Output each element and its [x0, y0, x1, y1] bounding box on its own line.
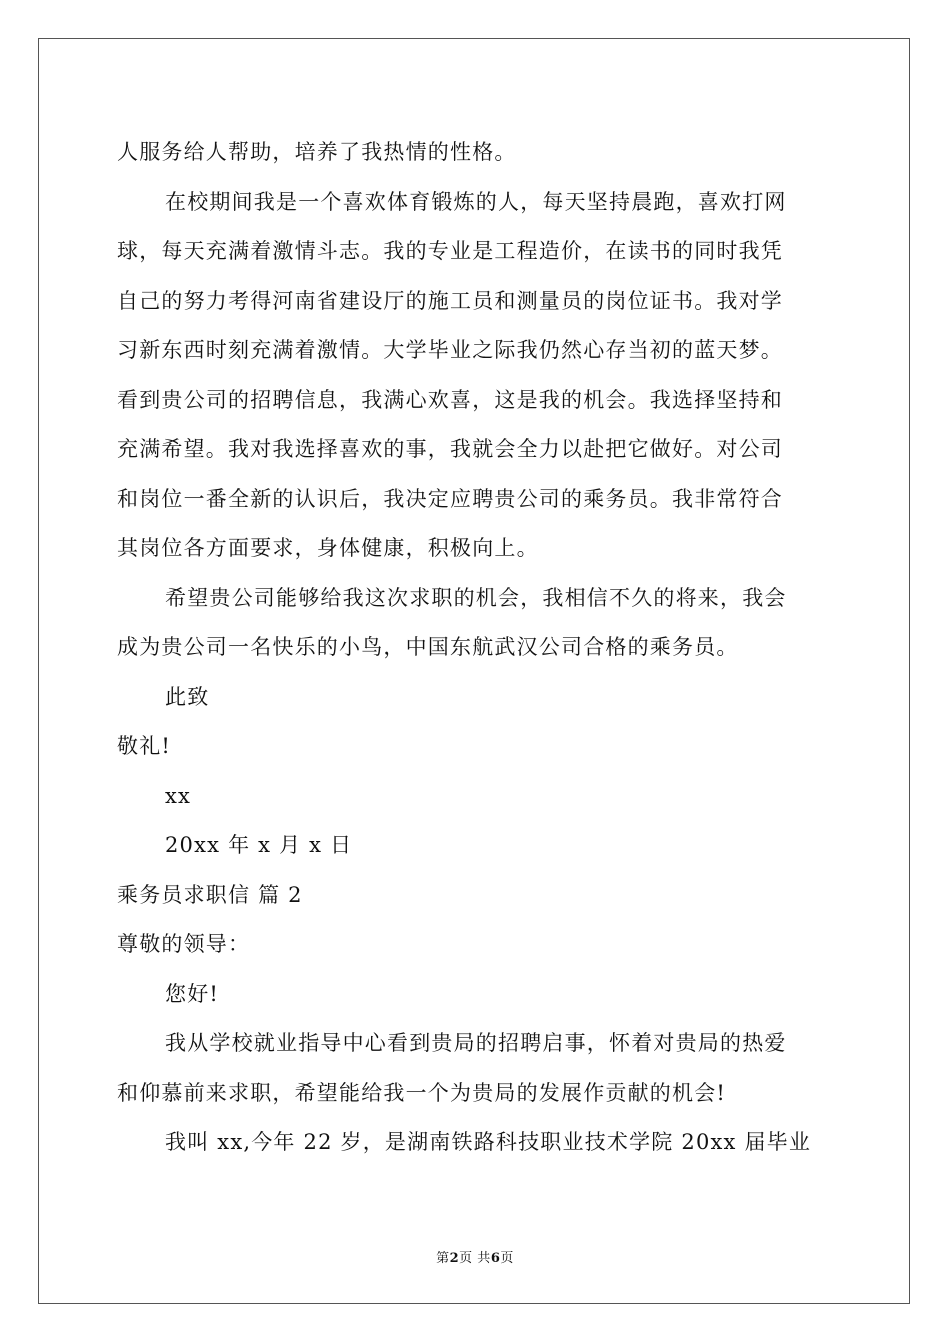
page-mid: 页 共: [459, 1251, 491, 1266]
page-total: 6: [490, 1251, 501, 1266]
page-prefix: 第: [436, 1251, 450, 1266]
section-heading: 乘务员求职信 篇 2: [117, 882, 303, 907]
text-line: 和仰慕前来求职，希望能给我一个为贵局的发展作贡献的机会!: [117, 1080, 727, 1105]
text-line: 球，每天充满着激情斗志。我的专业是工程造价，在读书的同时我凭: [117, 239, 783, 263]
page-footer: [0, 1247, 950, 1266]
greeting-line: 尊敬的领导：: [117, 932, 251, 956]
text-line: 在校期间我是一个喜欢体育锻炼的人，每天坚持晨跑，喜欢打网: [165, 189, 787, 214]
signature-date: 20xx 年 x 月 x 日: [165, 833, 353, 857]
greeting-line: 您好!: [165, 981, 220, 1006]
text-line: 看到贵公司的招聘信息，我满心欢喜，这是我的机会。我选择坚持和: [117, 387, 783, 412]
salutation-line: 敬礼!: [117, 734, 172, 758]
text-line: 希望贵公司能够给我这次求职的机会，我相信不久的将来，我会: [165, 585, 787, 610]
text-line: 人服务给人帮助，培养了我热情的性格。: [117, 140, 517, 164]
text-line: 我从学校就业指导中心看到贵局的招聘启事，怀着对贵局的热爱: [165, 1031, 787, 1055]
text-line: 成为贵公司一名快乐的小鸟，中国东航武汉公司合格的乘务员。: [117, 635, 739, 659]
text-line: 和岗位一番全新的认识后，我决定应聘贵公司的乘务员。我非常符合: [117, 486, 783, 511]
text-line: 自己的努力考得河南省建设厅的施工员和测量员的岗位证书。我对学: [117, 288, 783, 313]
signature-name: xx: [165, 783, 192, 808]
page-current: 2: [449, 1251, 460, 1266]
page-suffix: 页: [500, 1251, 514, 1266]
text-line: 其岗位各方面要求，身体健康，积极向上。: [117, 536, 539, 560]
text-line: 习新东西时刻充满着激情。大学毕业之际我仍然心存当初的蓝天梦。: [117, 338, 783, 362]
closing-line: 此致: [165, 684, 210, 709]
document-body: [117, 128, 837, 1168]
text-line: 我叫 xx,今年 22 岁，是湖南铁路科技职业技术学院 20xx 届毕业: [165, 1130, 812, 1154]
text-line: 充满希望。我对我选择喜欢的事，我就会全力以赴把它做好。对公司: [117, 437, 783, 461]
